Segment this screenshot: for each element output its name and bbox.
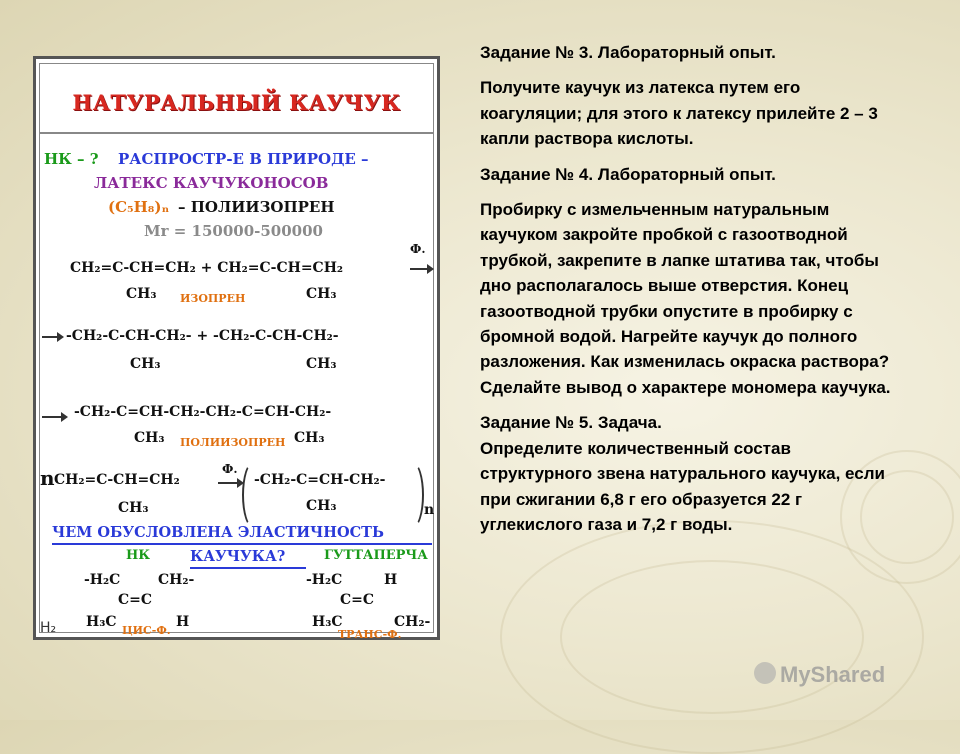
background-ripple: [500, 520, 924, 754]
chain-methyl-1: CH₃: [134, 430, 165, 446]
trans-form-label: ТРАНС-Ф.: [338, 628, 402, 641]
trans-h3c: H₃C: [312, 614, 343, 630]
polyisoprene-chain: -CH₂-C=CH-CH₂-CH₂-C=CH-CH₂-: [74, 404, 332, 420]
monomer-methyl: CH₃: [118, 500, 149, 516]
reaction-arrow: [410, 268, 432, 270]
radical-equation: -CH₂-C-CH-CH₂- + -CH₂-C-CH-CH₂-: [66, 328, 339, 344]
isoprene-label: ИЗОПРЕН: [180, 292, 246, 305]
reaction-arrow: [42, 416, 66, 418]
polymerization-condition: Ф.: [222, 462, 238, 476]
nk-label: НК: [126, 548, 151, 563]
isoprene-equation: CH₂=C-CH=CH₂ + CH₂=C-CH=CH₂: [70, 260, 344, 276]
trans-ch2: CH₂-: [394, 614, 431, 630]
monomer-formula: CH₂=C-CH=CH₂: [54, 472, 180, 488]
molar-mass: Mr = 150000-500000: [144, 222, 323, 240]
radical-methyl-2: CH₃: [306, 356, 337, 372]
nk-question: НК – ?: [44, 150, 99, 168]
reaction-arrow: [42, 336, 62, 338]
cis-h: H: [176, 614, 190, 630]
cis-h3c: H₃C: [86, 614, 117, 630]
cis-h2c: -H₂C: [84, 572, 121, 588]
latex-line: ЛАТЕКС КАУЧУКОНОСОВ: [94, 174, 329, 192]
trans-double-bond: C=C: [340, 592, 375, 608]
question-underline: [52, 543, 432, 545]
panel-title: НАТУРАЛЬНЫЙ КАУЧУК: [72, 90, 401, 115]
cis-double-bond: C=C: [118, 592, 153, 608]
task5-title: Задание № 5. Задача.: [480, 413, 662, 433]
cis-form-label: ЦИС-Ф.: [122, 624, 171, 637]
right-bracket: [402, 462, 424, 528]
task5-body: Определите количественный состав структурного звена натурального каучука, если при сжигании 6,8 г его образуется 22 г углекислого газа и 7,2 г воды.: [480, 438, 885, 534]
task-text: [480, 40, 900, 537]
task4-title: Задание № 4. Лабораторный опыт.: [480, 164, 776, 184]
polyisoprene-label: – ПОЛИИЗОПРЕН: [178, 198, 335, 216]
rubber-question: КАУЧУКА?: [190, 548, 286, 565]
radical-methyl-1: CH₃: [130, 356, 161, 372]
polyisoprene-formula: (C₅H₈)ₙ: [108, 198, 170, 216]
h2-fragment: H₂: [40, 620, 57, 636]
task4-body: Пробирку с измельченным натуральным каучуком закройте пробкой с газоотводной трубкой, закрепите в лапке штатива так, чтобы дно располагалось выше отверстия. Конец газоотводной трубки опустите в пробирку с бромной водой. Нагрейте каучук до полного разложения. Как изменилась окраска раствора? Сделайте вывод о характере мономера каучука.: [480, 200, 891, 397]
elasticity-question: ЧЕМ ОБУСЛОВЛЕНА ЭЛАСТИЧНОСТЬ: [52, 524, 384, 541]
polymer-unit: -CH₂-C=CH-CH₂-: [254, 472, 386, 488]
isoprene-methyl-2: CH₃: [306, 286, 337, 302]
reaction-arrow: [218, 482, 242, 484]
natural-rubber-panel: [33, 56, 440, 640]
trans-h: H: [384, 572, 398, 588]
cis-ch2: CH₂-: [158, 572, 195, 588]
question-underline: [190, 567, 306, 569]
task3-title: Задание № 3. Лабораторный опыт.: [480, 43, 776, 62]
watermark-text: MyShared: [780, 662, 886, 687]
polyisoprene-caption: ПОЛИИЗОПРЕН: [180, 436, 286, 449]
panel-inner-frame: [39, 63, 435, 641]
polymer-methyl: CH₃: [306, 498, 337, 514]
chain-methyl-2: CH₃: [294, 430, 325, 446]
watermark-logo-icon: [754, 662, 776, 684]
task3-body: Получите каучук из латекса путем его коагуляции; для этого к латексу прилейте 2 – 3 капли раствора кислоты.: [480, 78, 878, 149]
polymer-n: n: [424, 502, 435, 518]
isoprene-methyl-1: CH₃: [126, 286, 157, 302]
distribution-heading: РАСПРОСТР-Е В ПРИРОДЕ –: [118, 150, 369, 168]
trans-h2c: -H₂C: [306, 572, 343, 588]
polymerization-n: n: [40, 466, 55, 490]
gutta-percha-label: ГУТТАПЕРЧА: [324, 548, 428, 563]
isoprene-condition: Ф.: [410, 242, 426, 256]
